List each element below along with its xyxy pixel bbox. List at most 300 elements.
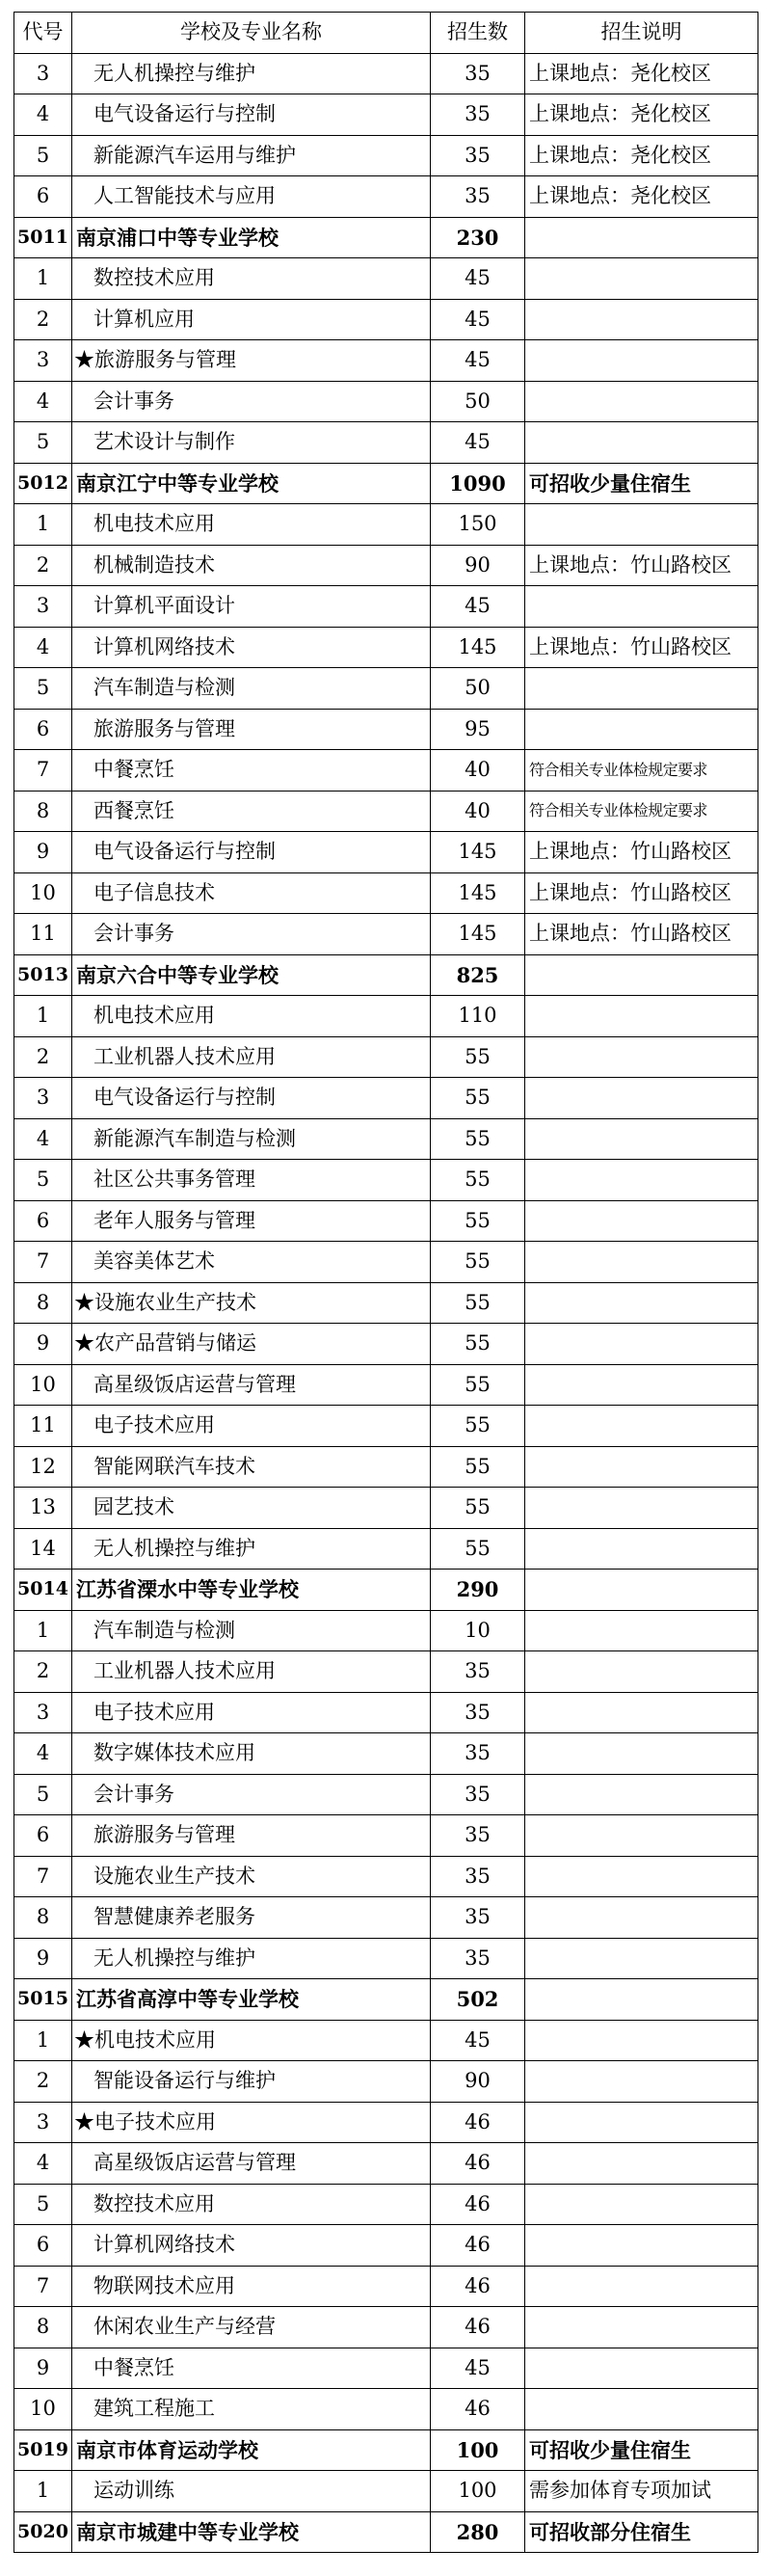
major-row — [14, 2266, 758, 2307]
count-cell: 280 — [431, 2511, 525, 2553]
count-cell: 100 — [431, 2471, 525, 2512]
major-row — [14, 1160, 758, 1201]
major-row — [14, 2348, 758, 2389]
note-cell — [525, 340, 758, 382]
code-cell: 10 — [14, 1364, 72, 1406]
count-cell: 46 — [431, 2266, 525, 2307]
major-row — [14, 1406, 758, 1447]
name-cell: 计算机应用 — [72, 299, 431, 340]
code-cell: 9 — [14, 832, 72, 873]
name-cell: 美容美体艺术 — [72, 1242, 431, 1283]
count-cell: 290 — [431, 1570, 525, 1611]
note-cell — [525, 1856, 758, 1897]
code-cell: 4 — [14, 381, 72, 422]
header-code: 代号 — [14, 13, 72, 54]
major-row — [14, 2020, 758, 2061]
major-row — [14, 872, 758, 914]
major-row — [14, 750, 758, 792]
code-cell: 1 — [14, 2471, 72, 2512]
name-cell: 中餐烹饪 — [72, 2348, 431, 2389]
name-cell: 电子技术应用 — [72, 1406, 431, 1447]
code-cell: 3 — [14, 53, 72, 94]
note-cell: 上课地点：尧化校区 — [525, 53, 758, 94]
note-cell: 上课地点：竹山路校区 — [525, 545, 758, 586]
major-row — [14, 545, 758, 586]
count-cell: 35 — [431, 135, 525, 176]
note-cell — [525, 422, 758, 464]
name-cell: 无人机操控与维护 — [72, 53, 431, 94]
major-row — [14, 1242, 758, 1283]
name-cell: 电子信息技术 — [72, 872, 431, 914]
major-row — [14, 94, 758, 136]
major-row — [14, 791, 758, 832]
name-cell: 休闲农业生产与经营 — [72, 2307, 431, 2348]
note-cell: 需参加体育专项加试 — [525, 2471, 758, 2512]
name-cell: 艺术设计与制作 — [72, 422, 431, 464]
code-cell: 5013 — [14, 954, 72, 996]
code-cell: 3 — [14, 1078, 72, 1119]
code-cell: 5014 — [14, 1570, 72, 1611]
code-cell: 7 — [14, 2266, 72, 2307]
code-cell: 7 — [14, 1856, 72, 1897]
count-cell: 230 — [431, 217, 525, 258]
name-cell: 新能源汽车运用与维护 — [72, 135, 431, 176]
name-cell: 高星级饭店运营与管理 — [72, 2143, 431, 2185]
major-row — [14, 1938, 758, 1979]
name-cell: 中餐烹饪 — [72, 750, 431, 792]
count-cell: 55 — [431, 1036, 525, 1078]
major-row — [14, 2471, 758, 2512]
count-cell: 46 — [431, 2102, 525, 2143]
code-cell: 5 — [14, 422, 72, 464]
count-cell: 35 — [431, 94, 525, 136]
count-cell: 35 — [431, 1733, 525, 1775]
major-row — [14, 996, 758, 1037]
count-cell: 45 — [431, 586, 525, 628]
count-cell: 40 — [431, 750, 525, 792]
count-cell: 35 — [431, 1774, 525, 1815]
name-cell: ★旅游服务与管理 — [72, 340, 431, 382]
count-cell: 45 — [431, 340, 525, 382]
note-cell — [525, 586, 758, 628]
name-cell: 物联网技术应用 — [72, 2266, 431, 2307]
note-cell — [525, 2389, 758, 2430]
name-cell: 计算机网络技术 — [72, 627, 431, 668]
note-cell — [525, 1406, 758, 1447]
code-cell: 8 — [14, 1282, 72, 1324]
note-cell — [525, 1160, 758, 1201]
code-cell: 2 — [14, 1651, 72, 1693]
count-cell: 45 — [431, 2020, 525, 2061]
code-cell: 4 — [14, 2143, 72, 2185]
major-row — [14, 2102, 758, 2143]
code-cell: 5 — [14, 1774, 72, 1815]
code-cell: 5 — [14, 135, 72, 176]
code-cell: 9 — [14, 1938, 72, 1979]
note-cell — [525, 1446, 758, 1488]
name-cell: 南京江宁中等专业学校 — [72, 463, 431, 504]
name-cell: 老年人服务与管理 — [72, 1200, 431, 1242]
name-cell: ★机电技术应用 — [72, 2020, 431, 2061]
count-cell: 45 — [431, 258, 525, 300]
name-cell: 智能网联汽车技术 — [72, 1446, 431, 1488]
count-cell: 10 — [431, 1610, 525, 1651]
header-count: 招生数 — [431, 13, 525, 54]
note-cell — [525, 1733, 758, 1775]
note-cell: 上课地点：尧化校区 — [525, 135, 758, 176]
code-cell: 9 — [14, 1324, 72, 1365]
major-row — [14, 340, 758, 382]
school-row — [14, 2511, 758, 2553]
note-cell — [525, 954, 758, 996]
name-cell: 江苏省溧水中等专业学校 — [72, 1570, 431, 1611]
count-cell: 35 — [431, 1651, 525, 1693]
code-cell: 6 — [14, 1815, 72, 1857]
note-cell — [525, 504, 758, 546]
note-cell — [525, 2266, 758, 2307]
note-cell — [525, 1897, 758, 1939]
code-cell: 6 — [14, 2225, 72, 2267]
name-cell: 南京浦口中等专业学校 — [72, 217, 431, 258]
code-cell: 2 — [14, 1036, 72, 1078]
count-cell: 95 — [431, 709, 525, 750]
major-row — [14, 627, 758, 668]
name-cell: 运动训练 — [72, 2471, 431, 2512]
count-cell: 55 — [431, 1078, 525, 1119]
admissions-table-sheet — [13, 12, 758, 2553]
code-cell: 1 — [14, 1610, 72, 1651]
note-cell — [525, 1282, 758, 1324]
code-cell: 8 — [14, 791, 72, 832]
note-cell — [525, 1364, 758, 1406]
code-cell: 3 — [14, 2102, 72, 2143]
count-cell: 45 — [431, 422, 525, 464]
note-cell: 符合相关专业体检规定要求 — [525, 750, 758, 792]
code-cell: 9 — [14, 2348, 72, 2389]
major-row — [14, 53, 758, 94]
note-cell: 可招收少量住宿生 — [525, 463, 758, 504]
code-cell: 4 — [14, 94, 72, 136]
admissions-table — [13, 12, 758, 2553]
count-cell: 55 — [431, 1324, 525, 1365]
school-row — [14, 1570, 758, 1611]
note-cell — [525, 709, 758, 750]
major-row — [14, 1324, 758, 1365]
name-cell: 机电技术应用 — [72, 504, 431, 546]
note-cell — [525, 1938, 758, 1979]
note-cell — [525, 1774, 758, 1815]
name-cell: 旅游服务与管理 — [72, 709, 431, 750]
count-cell: 55 — [431, 1282, 525, 1324]
note-cell — [525, 1570, 758, 1611]
code-cell: 5 — [14, 2184, 72, 2225]
note-cell — [525, 217, 758, 258]
name-cell: 数字媒体技术应用 — [72, 1733, 431, 1775]
code-cell: 5015 — [14, 1979, 72, 2021]
count-cell: 55 — [431, 1118, 525, 1160]
note-cell — [525, 1979, 758, 2021]
name-cell: 人工智能技术与应用 — [72, 176, 431, 218]
major-row — [14, 1364, 758, 1406]
major-row — [14, 1282, 758, 1324]
name-cell: 旅游服务与管理 — [72, 1815, 431, 1857]
note-cell — [525, 2020, 758, 2061]
major-row — [14, 1036, 758, 1078]
name-cell: 智慧健康养老服务 — [72, 1897, 431, 1939]
major-row — [14, 1610, 758, 1651]
code-cell: 10 — [14, 872, 72, 914]
note-cell — [525, 258, 758, 300]
count-cell: 55 — [431, 1364, 525, 1406]
count-cell: 45 — [431, 2348, 525, 2389]
major-row — [14, 2143, 758, 2185]
name-cell: 电气设备运行与控制 — [72, 832, 431, 873]
name-cell: 新能源汽车制造与检测 — [72, 1118, 431, 1160]
major-row — [14, 709, 758, 750]
name-cell: 园艺技术 — [72, 1488, 431, 1529]
major-row — [14, 2061, 758, 2103]
count-cell: 35 — [431, 1856, 525, 1897]
code-cell: 11 — [14, 914, 72, 955]
name-cell: 高星级饭店运营与管理 — [72, 1364, 431, 1406]
name-cell: ★设施农业生产技术 — [72, 1282, 431, 1324]
code-cell: 3 — [14, 1692, 72, 1733]
count-cell: 35 — [431, 53, 525, 94]
table-header-row — [14, 13, 758, 54]
note-cell — [525, 2225, 758, 2267]
code-cell: 4 — [14, 1733, 72, 1775]
count-cell: 145 — [431, 627, 525, 668]
note-cell — [525, 299, 758, 340]
major-row — [14, 1815, 758, 1857]
note-cell: 符合相关专业体检规定要求 — [525, 791, 758, 832]
major-row — [14, 914, 758, 955]
major-row — [14, 1078, 758, 1119]
count-cell: 90 — [431, 545, 525, 586]
code-cell: 7 — [14, 1242, 72, 1283]
count-cell: 35 — [431, 1897, 525, 1939]
name-cell: 机电技术应用 — [72, 996, 431, 1037]
name-cell: 会计事务 — [72, 1774, 431, 1815]
count-cell: 55 — [431, 1528, 525, 1570]
count-cell: 46 — [431, 2143, 525, 2185]
code-cell: 1 — [14, 996, 72, 1037]
note-cell — [525, 1324, 758, 1365]
name-cell: 建筑工程施工 — [72, 2389, 431, 2430]
note-cell: 上课地点：尧化校区 — [525, 176, 758, 218]
count-cell: 46 — [431, 2184, 525, 2225]
note-cell — [525, 2143, 758, 2185]
name-cell: 数控技术应用 — [72, 258, 431, 300]
major-row — [14, 2307, 758, 2348]
header-note: 招生说明 — [525, 13, 758, 54]
note-cell: 上课地点：竹山路校区 — [525, 832, 758, 873]
name-cell: ★电子技术应用 — [72, 2102, 431, 2143]
count-cell: 55 — [431, 1446, 525, 1488]
major-row — [14, 586, 758, 628]
major-row — [14, 381, 758, 422]
count-cell: 145 — [431, 832, 525, 873]
name-cell: 电子技术应用 — [72, 1692, 431, 1733]
code-cell: 11 — [14, 1406, 72, 1447]
code-cell: 1 — [14, 504, 72, 546]
code-cell: 13 — [14, 1488, 72, 1529]
table-body — [14, 53, 758, 2553]
major-row — [14, 2389, 758, 2430]
note-cell — [525, 1651, 758, 1693]
name-cell: 电气设备运行与控制 — [72, 1078, 431, 1119]
note-cell — [525, 2102, 758, 2143]
name-cell: 会计事务 — [72, 914, 431, 955]
count-cell: 35 — [431, 1815, 525, 1857]
code-cell: 5 — [14, 1160, 72, 1201]
major-row — [14, 135, 758, 176]
note-cell — [525, 1200, 758, 1242]
school-row — [14, 954, 758, 996]
note-cell — [525, 1488, 758, 1529]
major-row — [14, 1897, 758, 1939]
count-cell: 825 — [431, 954, 525, 996]
major-row — [14, 668, 758, 710]
note-cell — [525, 2307, 758, 2348]
code-cell: 10 — [14, 2389, 72, 2430]
school-row — [14, 2429, 758, 2471]
name-cell: 计算机平面设计 — [72, 586, 431, 628]
name-cell: 南京市城建中等专业学校 — [72, 2511, 431, 2553]
code-cell: 6 — [14, 709, 72, 750]
name-cell: 汽车制造与检测 — [72, 1610, 431, 1651]
note-cell — [525, 2061, 758, 2103]
code-cell: 8 — [14, 1897, 72, 1939]
note-cell: 上课地点：尧化校区 — [525, 94, 758, 136]
count-cell: 40 — [431, 791, 525, 832]
major-row — [14, 1118, 758, 1160]
name-cell: 工业机器人技术应用 — [72, 1036, 431, 1078]
count-cell: 502 — [431, 1979, 525, 2021]
count-cell: 46 — [431, 2225, 525, 2267]
note-cell: 可招收少量住宿生 — [525, 2429, 758, 2471]
code-cell: 5020 — [14, 2511, 72, 2553]
code-cell: 6 — [14, 176, 72, 218]
count-cell: 35 — [431, 1938, 525, 1979]
count-cell: 55 — [431, 1160, 525, 1201]
major-row — [14, 504, 758, 546]
note-cell — [525, 2348, 758, 2389]
name-cell: 南京市体育运动学校 — [72, 2429, 431, 2471]
name-cell: 西餐烹饪 — [72, 791, 431, 832]
name-cell: 智能设备运行与维护 — [72, 2061, 431, 2103]
major-row — [14, 258, 758, 300]
note-cell — [525, 668, 758, 710]
code-cell: 5019 — [14, 2429, 72, 2471]
count-cell: 145 — [431, 872, 525, 914]
school-row — [14, 1979, 758, 2021]
major-row — [14, 299, 758, 340]
count-cell: 35 — [431, 176, 525, 218]
code-cell: 2 — [14, 545, 72, 586]
note-cell — [525, 1610, 758, 1651]
code-cell: 5 — [14, 668, 72, 710]
note-cell — [525, 1036, 758, 1078]
note-cell — [525, 2184, 758, 2225]
name-cell: 机械制造技术 — [72, 545, 431, 586]
note-cell — [525, 1078, 758, 1119]
count-cell: 50 — [431, 668, 525, 710]
code-cell: 12 — [14, 1446, 72, 1488]
name-cell: 无人机操控与维护 — [72, 1938, 431, 1979]
code-cell: 1 — [14, 258, 72, 300]
count-cell: 50 — [431, 381, 525, 422]
code-cell: 2 — [14, 299, 72, 340]
note-cell — [525, 381, 758, 422]
note-cell — [525, 1242, 758, 1283]
code-cell: 7 — [14, 750, 72, 792]
major-row — [14, 1774, 758, 1815]
count-cell: 100 — [431, 2429, 525, 2471]
code-cell: 5011 — [14, 217, 72, 258]
major-row — [14, 2184, 758, 2225]
major-row — [14, 1200, 758, 1242]
name-cell: 汽车制造与检测 — [72, 668, 431, 710]
code-cell: 3 — [14, 340, 72, 382]
school-row — [14, 217, 758, 258]
major-row — [14, 1733, 758, 1775]
major-row — [14, 422, 758, 464]
name-cell: 江苏省高淳中等专业学校 — [72, 1979, 431, 2021]
count-cell: 55 — [431, 1200, 525, 1242]
major-row — [14, 176, 758, 218]
code-cell: 2 — [14, 2061, 72, 2103]
major-row — [14, 1446, 758, 1488]
code-cell: 8 — [14, 2307, 72, 2348]
count-cell: 55 — [431, 1406, 525, 1447]
count-cell: 90 — [431, 2061, 525, 2103]
name-cell: 社区公共事务管理 — [72, 1160, 431, 1201]
name-cell: 计算机网络技术 — [72, 2225, 431, 2267]
name-cell: ★农产品营销与储运 — [72, 1324, 431, 1365]
code-cell: 3 — [14, 586, 72, 628]
major-row — [14, 1651, 758, 1693]
name-cell: 设施农业生产技术 — [72, 1856, 431, 1897]
note-cell — [525, 1528, 758, 1570]
code-cell: 14 — [14, 1528, 72, 1570]
note-cell — [525, 1692, 758, 1733]
name-cell: 工业机器人技术应用 — [72, 1651, 431, 1693]
count-cell: 150 — [431, 504, 525, 546]
note-cell — [525, 1815, 758, 1857]
count-cell: 110 — [431, 996, 525, 1037]
name-cell: 南京六合中等专业学校 — [72, 954, 431, 996]
note-cell: 可招收部分住宿生 — [525, 2511, 758, 2553]
name-cell: 无人机操控与维护 — [72, 1528, 431, 1570]
count-cell: 55 — [431, 1488, 525, 1529]
school-row — [14, 463, 758, 504]
note-cell — [525, 996, 758, 1037]
major-row — [14, 1528, 758, 1570]
count-cell: 46 — [431, 2389, 525, 2430]
code-cell: 4 — [14, 627, 72, 668]
name-cell: 数控技术应用 — [72, 2184, 431, 2225]
header-name: 学校及专业名称 — [72, 13, 431, 54]
count-cell: 1090 — [431, 463, 525, 504]
code-cell: 6 — [14, 1200, 72, 1242]
name-cell: 电气设备运行与控制 — [72, 94, 431, 136]
note-cell: 上课地点：竹山路校区 — [525, 914, 758, 955]
code-cell: 1 — [14, 2020, 72, 2061]
name-cell: 会计事务 — [72, 381, 431, 422]
major-row — [14, 1692, 758, 1733]
count-cell: 45 — [431, 299, 525, 340]
